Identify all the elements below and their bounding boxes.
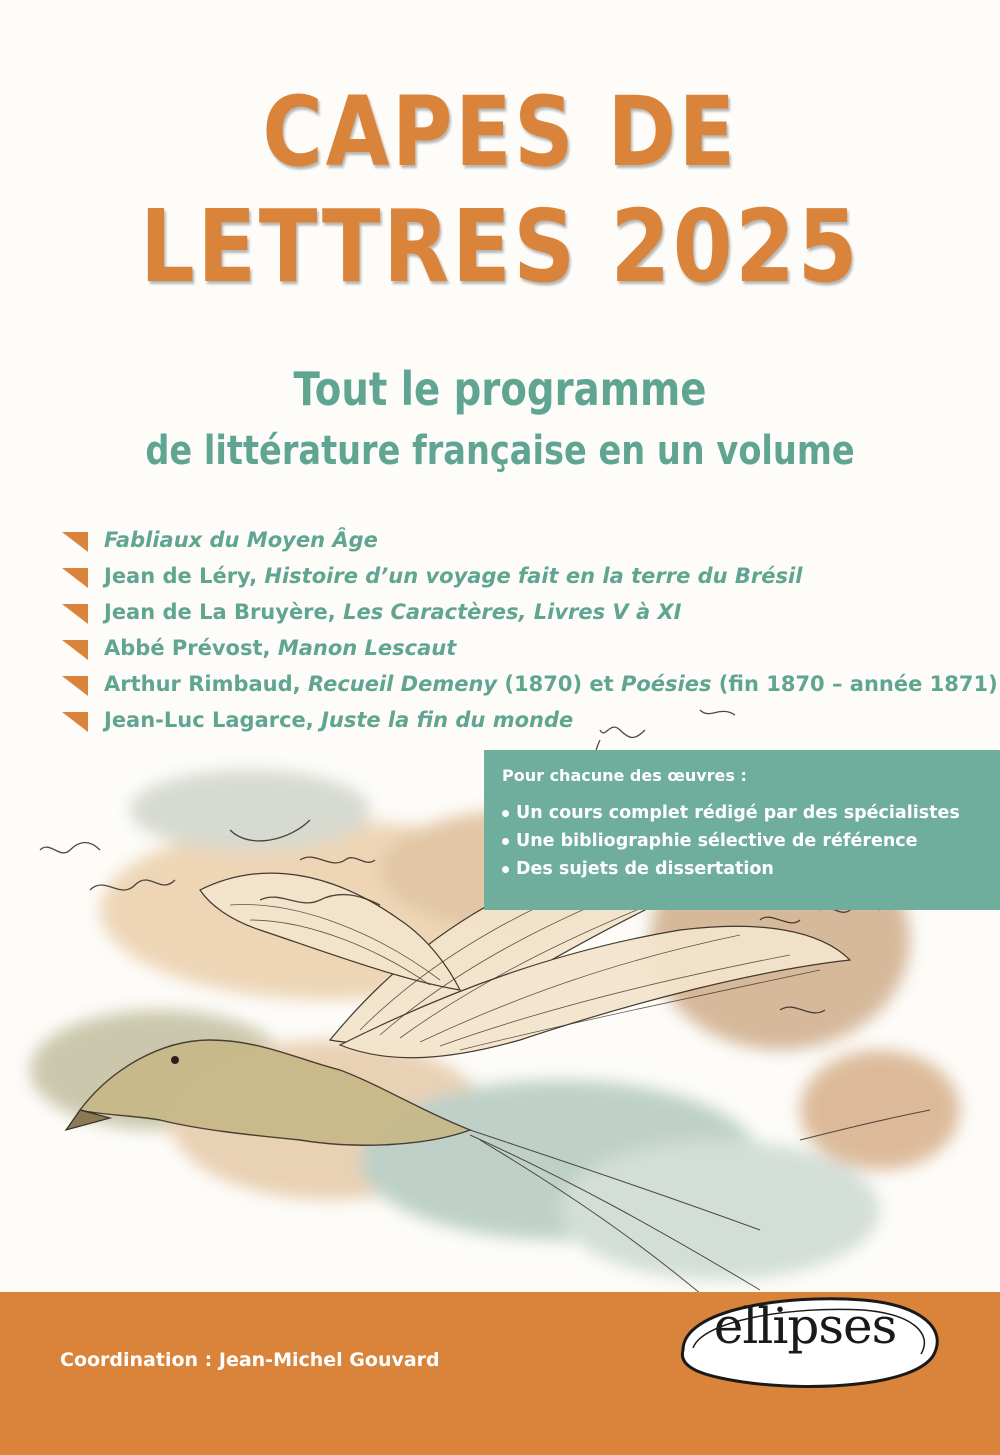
feature-item: Des sujets de dissertation bbox=[502, 855, 1000, 883]
bullet-dot-icon bbox=[502, 866, 509, 873]
triangle-bullet-icon bbox=[62, 604, 88, 624]
features-intro: Pour chacune des œuvres : bbox=[502, 766, 747, 785]
cover-title-line-1: CAPES DE bbox=[262, 76, 738, 188]
publisher-logo-text: ellipses bbox=[713, 1297, 897, 1355]
coordination-credit: Coordination : Jean-Michel Gouvard bbox=[60, 1349, 440, 1371]
work-item: Jean de Léry, Histoire d’un voyage fait en la terre du Brésil bbox=[62, 558, 982, 594]
features-box bbox=[484, 750, 1000, 910]
subtitle-line-1: Tout le programme bbox=[293, 362, 707, 416]
triangle-bullet-icon bbox=[62, 532, 88, 552]
work-item: Arthur Rimbaud, Recueil Demeny (1870) et Poésies (fin 1870 – année 1871) bbox=[62, 666, 982, 702]
work-item: Jean-Luc Lagarce, Juste la fin du monde bbox=[62, 702, 982, 738]
feature-item: Un cours complet rédigé par des spécialistes bbox=[502, 799, 1000, 827]
work-item: Fabliaux du Moyen Âge bbox=[62, 522, 982, 558]
triangle-bullet-icon bbox=[62, 640, 88, 660]
bullet-dot-icon bbox=[502, 838, 509, 845]
subtitle-line-2: de littérature française en un volume bbox=[145, 428, 855, 474]
bullet-dot-icon bbox=[502, 810, 509, 817]
cover-title-line-2: LETTRES 2025 bbox=[139, 188, 861, 305]
feature-item: Une bibliographie sélective de référence bbox=[502, 827, 1000, 855]
work-item: Abbé Prévost, Manon Lescaut bbox=[62, 630, 982, 666]
triangle-bullet-icon bbox=[62, 568, 88, 588]
features-list bbox=[502, 799, 1000, 883]
work-item: Jean de La Bruyère, Les Caractères, Livres V à XI bbox=[62, 594, 982, 630]
